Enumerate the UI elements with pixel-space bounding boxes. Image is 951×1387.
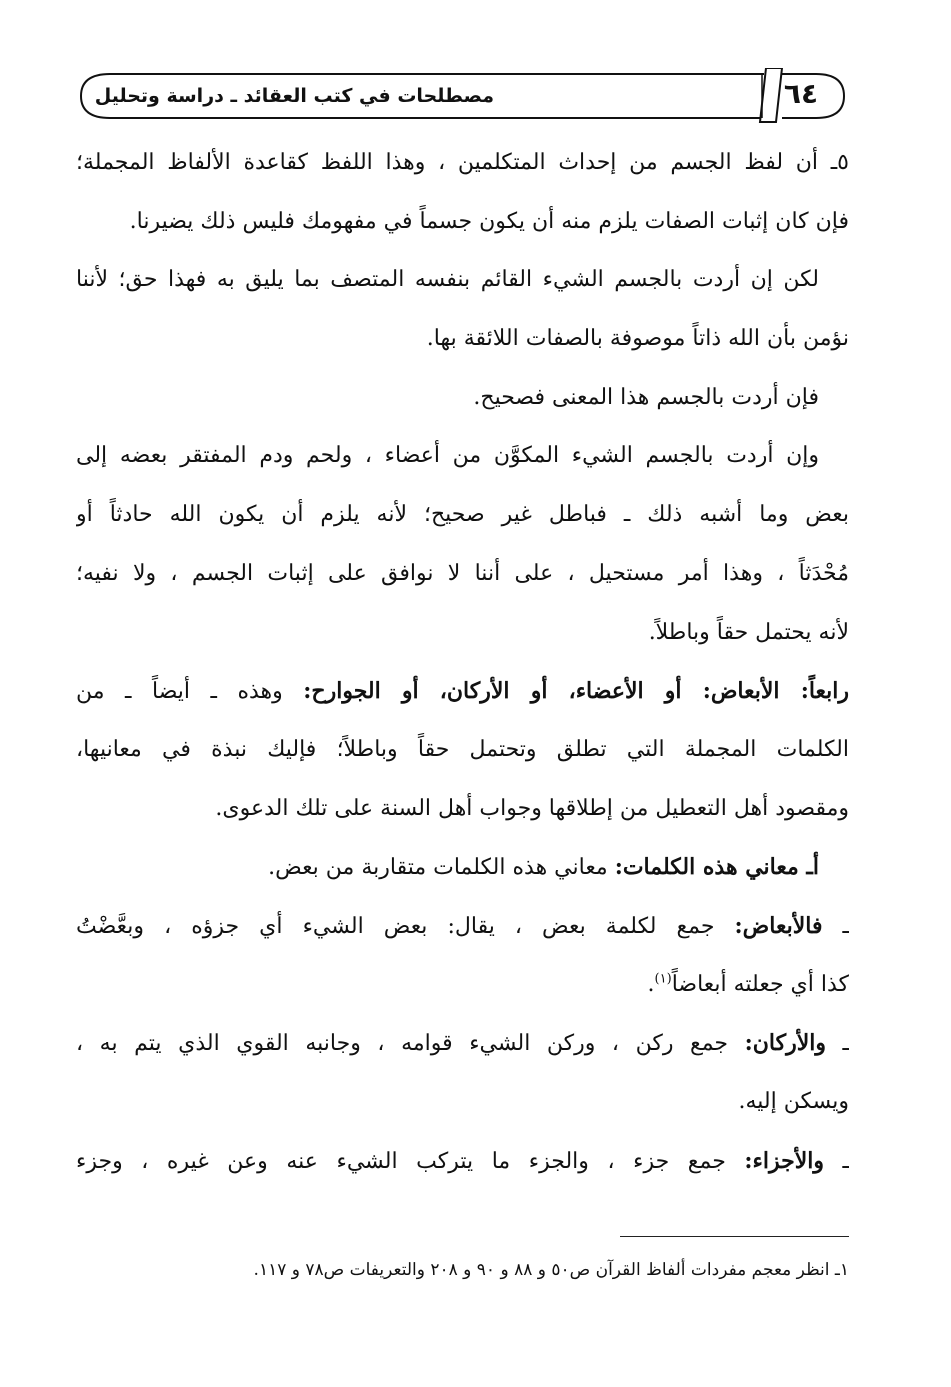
running-header: [76, 68, 849, 124]
subheading: أـ معاني هذه الكلمات:: [614, 854, 819, 881]
page-body: [76, 134, 849, 1190]
definition-line: ـ فالأبعاض: جمع لكلمة بعض ، يقال: بعض الشيء أي جزؤه ، وبعَّضْتُ: [76, 912, 849, 939]
text-line: نؤمن بأن الله ذاتاً موصوفة بالصفات اللائقة بها.: [426, 326, 849, 352]
section-heading: رابعاً: الأبعاض: أو الأعضاء، أو الأركان، أو الجوارح:: [303, 678, 849, 705]
text-line: مُحْدَثاً ، وهذا أمر مستحيل ، على أننا لا نوافق على إثبات الجسم ، ولا نفيه؛: [76, 560, 849, 586]
term: والأجزاء:: [744, 1147, 824, 1174]
text-line: ومقصود أهل التعطيل من إطلاقها وجواب أهل السنة على تلك الدعوى.: [215, 795, 849, 821]
book-title: مصطلحات في كتب العقائد ـ دراسة وتحليل: [94, 85, 494, 107]
text-line: بعض وما أشبه ذلك ـ فباطل غير صحيح؛ لأنه يلزم أن يكون الله حادثاً أو: [76, 502, 849, 528]
text-line: كذا أي جعلته أبعاضاً$^{(١)}$.: [647, 971, 849, 997]
footnote: ١ـ انظر معجم مفردات ألفاظ القرآن ص٥٠ و ٨٨ و ٩٠ و ٢٠٨ والتعريفات ص٧٨ و ١١٧.: [253, 1260, 849, 1280]
page-number: ٦٤: [783, 77, 819, 110]
term: والأركان:: [744, 1030, 826, 1057]
footnote-separator: [620, 1236, 849, 1237]
text-line: فإن كان إثبات الصفات يلزم منه أن يكون جسماً في مفهومك فليس ذلك يضيرنا.: [129, 208, 849, 234]
section-heading-line: رابعاً: الأبعاض: أو الأعضاء، أو الأركان، أو الجوارح: وهذه ـ أيضاً ـ من: [76, 678, 849, 705]
term: فالأبعاض:: [734, 912, 823, 939]
footnote-reference: (١): [654, 971, 672, 987]
text-line: ويسكن إليه.: [738, 1089, 849, 1114]
definition-line: ـ والأجزاء: جمع جزء ، والجزء ما يتركب الشيء عنه وعن غيره ، وجزء: [76, 1147, 849, 1174]
text-line: لكن إن أردت بالجسم الشيء القائم بنفسه المتصف بما يليق به فهذا حق؛ لأننا: [76, 267, 819, 293]
text-line: وإن أردت بالجسم الشيء المكوَّن من أعضاء ، ولحم ودم المفتقر بعضه إلى: [76, 443, 819, 469]
subheading-line: أـ معاني هذه الكلمات: معاني هذه الكلمات متقاربة من بعض.: [268, 854, 819, 881]
text-line: فإن أردت بالجسم هذا المعنى فصحيح.: [473, 384, 819, 410]
text-line: الكلمات المجملة التي تطلق وتحتمل حقاً وباطلاً؛ فإليك نبذة في معانيها،: [76, 736, 849, 762]
definition-line: ـ والأركان: جمع ركن ، وركن الشيء قوامه ، وجانبه القوي الذي يتم به ،: [76, 1030, 849, 1057]
text-line: ٥ـ أن لفظ الجسم من إحداث المتكلمين ، وهذا اللفظ كقاعدة الألفاظ المجملة؛: [76, 150, 849, 175]
text-line: لأنه يحتمل حقاً وباطلاً.: [648, 619, 849, 645]
